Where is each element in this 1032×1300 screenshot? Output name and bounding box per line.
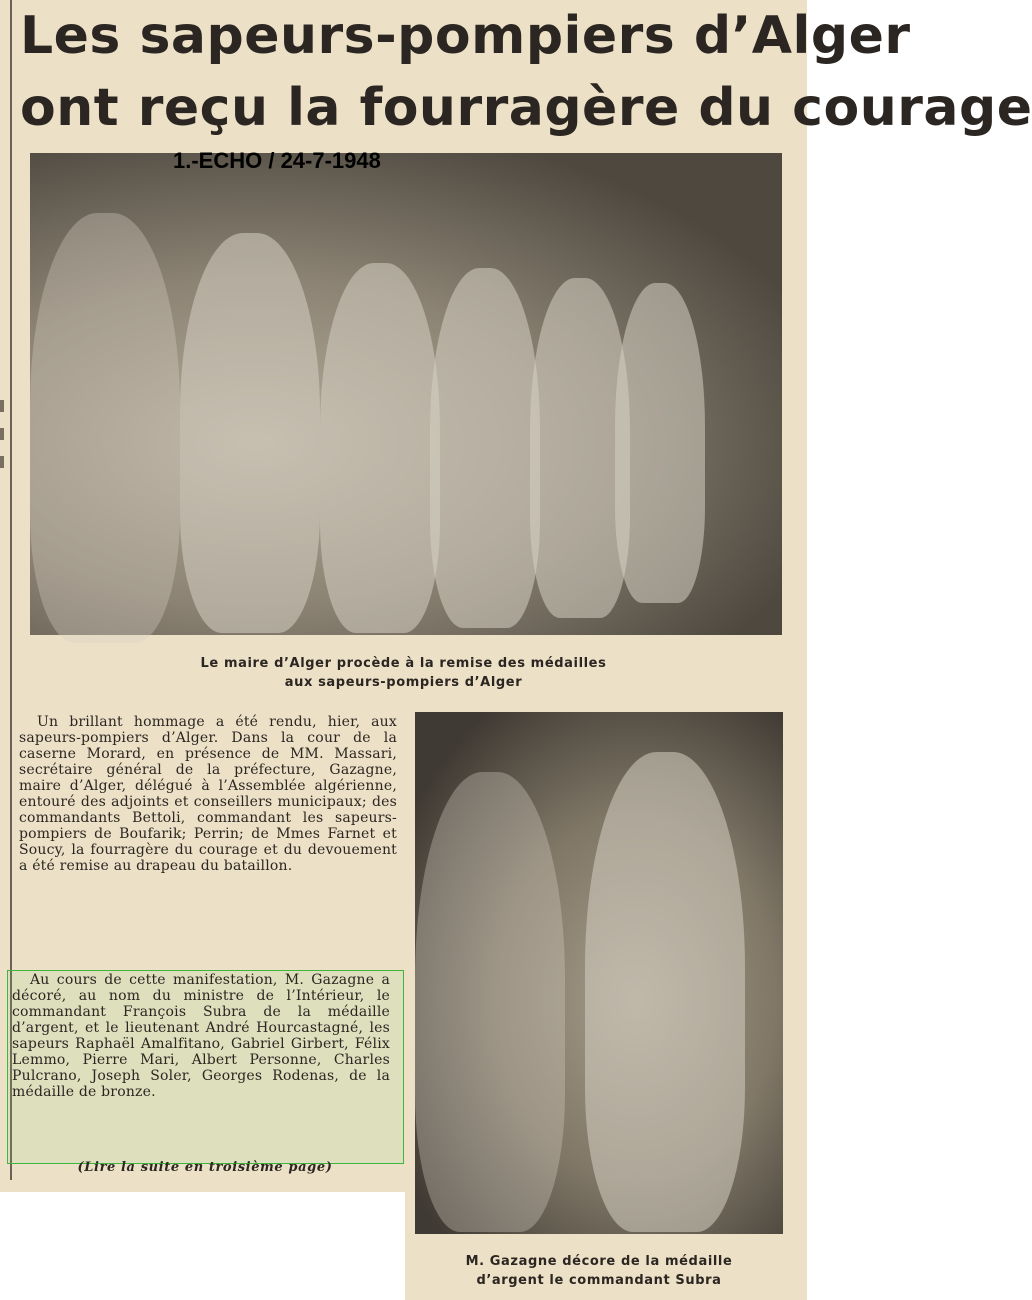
margin-mark (0, 428, 4, 440)
article-body (19, 714, 397, 874)
photo1-caption (0, 654, 807, 692)
article-paragraph-2-block (12, 972, 390, 1100)
firefighter-figure (320, 263, 440, 633)
decoration-photo (415, 712, 783, 1234)
photo1-caption-line-2: aux sapeurs-pompiers d’Alger (284, 675, 523, 690)
headline-line-1: Les sapeurs-pompiers d’Alger (20, 6, 911, 66)
source-stamp: 1.-ECHO / 24-7-1948 (173, 148, 381, 173)
article-paragraph-2: Au cours de cette manifestation, M. Gazagne a décoré, au nom du ministre de l’Intérieur, le commandant François Subra de la médaille d’argent, et le lieutenant André Hourcastagné, les sapeurs Raphaël Amalfitano, Gabriel Girbert, Félix Lemmo, Pierre Mari, Albert Personne, Charles Pulcrano, Joseph Soler, Georges Rodenas, de la médaille de bronze. (12, 972, 390, 1100)
photo2-caption-line-2: d’argent le commandant Subra (476, 1273, 722, 1288)
continuation-note: (Lire la suite en troisième page) (77, 1160, 333, 1175)
firefighter-figure (430, 268, 540, 628)
ceremony-photo (30, 153, 782, 635)
mayor-figure (415, 772, 565, 1232)
margin-mark (0, 456, 4, 468)
margin-mark (0, 400, 4, 412)
photo2-caption-line-1: M. Gazagne décore de la médaille (465, 1254, 733, 1269)
photo1-caption-line-1: Le maire d’Alger procède à la remise des médailles (200, 656, 607, 671)
officer-figure (30, 213, 180, 643)
firefighter-figure (180, 233, 320, 633)
article-paragraph-1: Un brillant hommage a été rendu, hier, aux sapeurs-pompiers d’Alger. Dans la cour de la caserne Morard, en présence de MM. Massari, secrétaire général de la préfecture, Gazagne, maire d’Alger, délégué à l’Assemblée algérienne, entouré des adjoints et conseillers municipaux; des commandants Bettoli, commandant les sapeurs-pompiers de Boufarik; Perrin; de Mmes Farnet et Soucy, la fourragère du courage et du devouement a été remise au drapeau du bataillon. (19, 714, 397, 874)
firefighter-figure (615, 283, 705, 603)
commander-figure (585, 752, 745, 1232)
photo2-caption (415, 1252, 783, 1290)
headline-line-2: ont reçu la fourragère du courage (20, 78, 1032, 138)
